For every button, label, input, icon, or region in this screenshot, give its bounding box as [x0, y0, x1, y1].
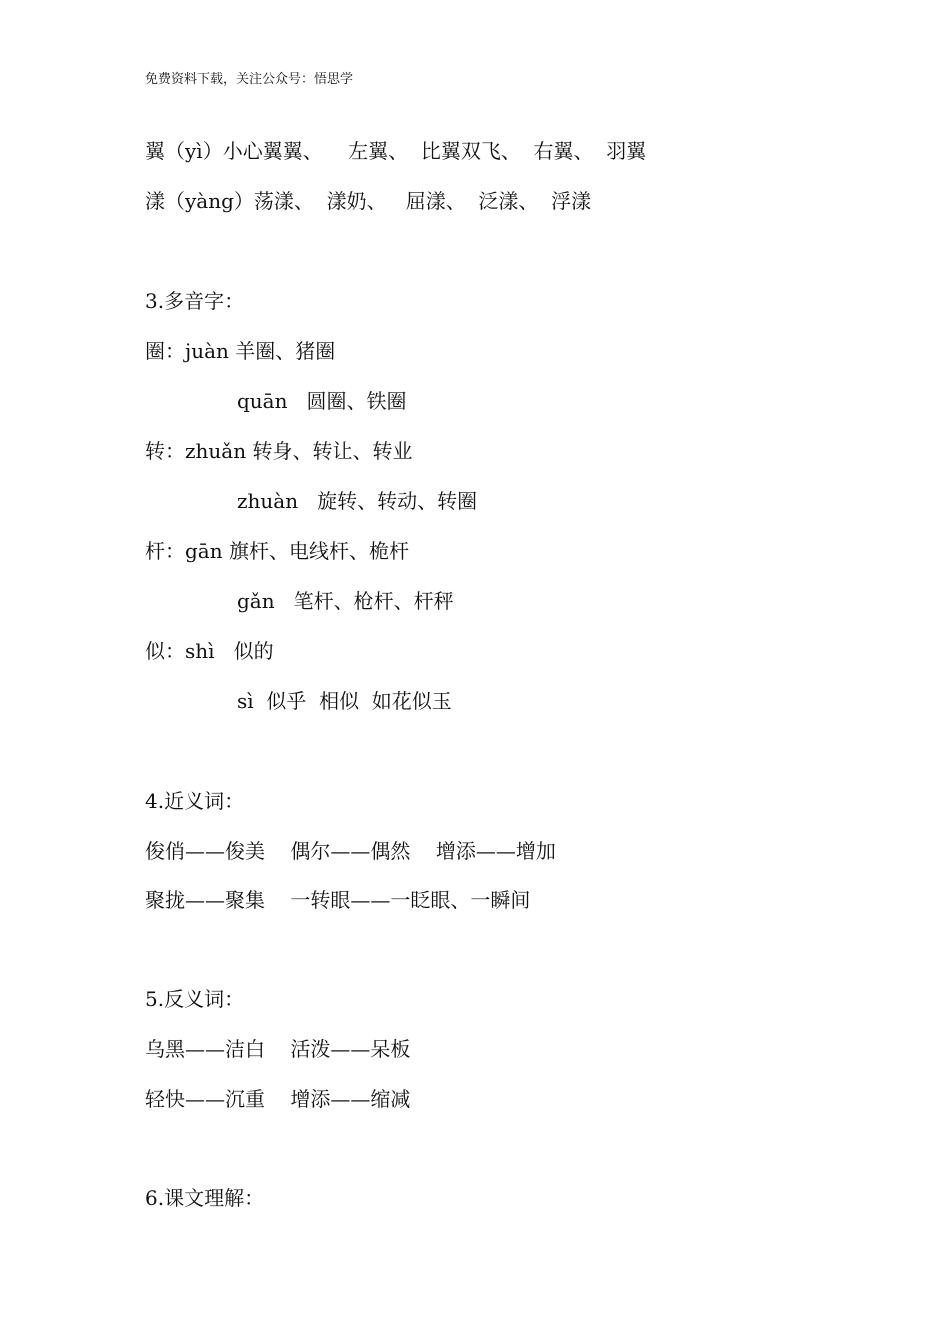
section-5-title: 5.反义词：: [145, 987, 245, 1011]
section-4-title: 4.近义词：: [145, 789, 245, 813]
antonym-line-2: 轻快——沉重 增添——缩减: [145, 1087, 411, 1111]
polyphone-yi-line: 翼（yì）小心翼翼、 左翼、 比翼双飞、 右翼、 羽翼: [145, 139, 647, 163]
antonym-line-1: 乌黑——洁白 活泼——呆板: [145, 1037, 411, 1061]
polyphone-zhuan-line-2: zhuàn 旋转、转动、转圈: [237, 489, 478, 513]
polyphone-si-line-2: sì 似乎 相似 如花似玉: [237, 689, 452, 713]
polyphone-zhuan-line-1: 转：zhuǎn 转身、转让、转业: [145, 439, 413, 463]
section-6-title: 6.课文理解：: [145, 1186, 265, 1210]
polyphone-yang-line: 漾（yàng）荡漾、 漾奶、 屈漾、 泛漾、 浮漾: [145, 189, 592, 213]
polyphone-quan-line-1: 圈：juàn 羊圈、猪圈: [145, 339, 336, 363]
polyphone-si-line-1: 似：shì 似的: [145, 639, 274, 663]
polyphone-quan-line-2: quān 圆圈、铁圈: [237, 389, 407, 413]
polyphone-gan-line-2: gǎn 笔杆、枪杆、杆秤: [237, 589, 454, 613]
section-3-title: 3.多音字：: [145, 289, 245, 313]
page-header-note: 免费资料下载，关注公众号：悟思学: [145, 72, 354, 87]
synonym-line-2: 聚拢——聚集 一转眼——一眨眼、一瞬间: [145, 888, 531, 912]
synonym-line-1: 俊俏——俊美 偶尔——偶然 增添——增加: [145, 839, 556, 863]
polyphone-gan-line-1: 杆：gān 旗杆、电线杆、桅杆: [145, 539, 409, 563]
